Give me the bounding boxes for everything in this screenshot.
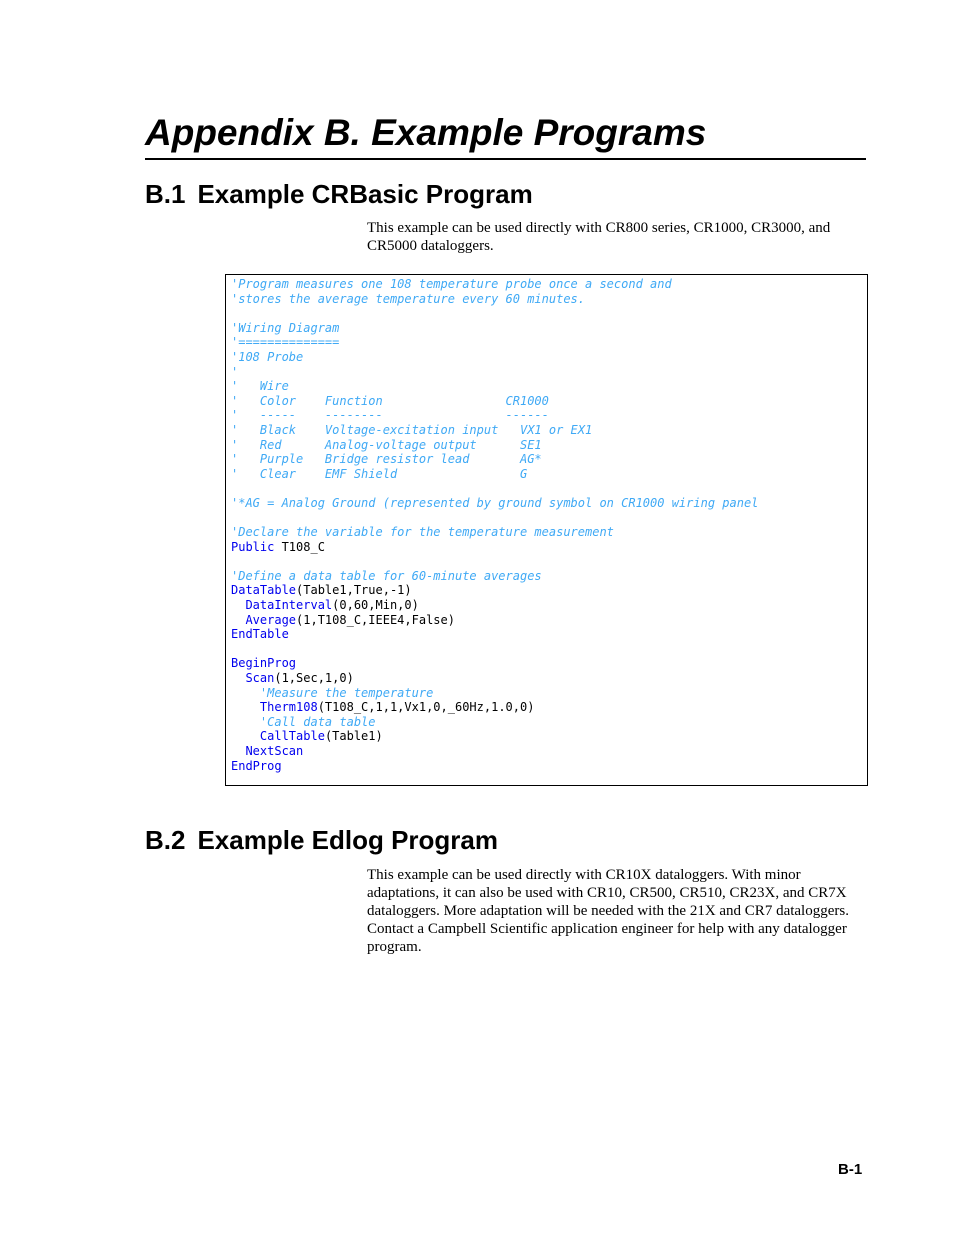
code-line [231,292,867,307]
code-text: (1,T108_C,IEEE4,False) [296,612,455,627]
code-comment: ' Purple Bridge resistor lead AG* [231,452,542,467]
section-b1-paragraph: This example can be used directly with CR800 series, CR1000, CR3000, and CR5000 dataloggers. [367,220,831,254]
code-line [231,715,867,730]
code-line [231,554,867,569]
code-comment: 'Define a data table for 60-minute averages [231,568,542,583]
code-keyword: CallTable [259,729,325,744]
code-line [231,496,867,511]
code-line [231,365,867,380]
code-line [231,467,867,482]
code-comment: '108 Probe [231,349,304,364]
code-comment: ' Color Function CR1000 [231,393,549,408]
code-line [231,540,867,555]
code-line [231,452,867,467]
code-comment: 'Measure the temperature [259,685,434,700]
code-text: (Table1) [324,729,383,744]
code-line [231,394,867,409]
code-line [231,613,867,628]
code-line [231,569,867,584]
page-number: B-1 [838,1161,863,1178]
code-comment: ' Wire [231,379,289,394]
code-comment: 'Program measures one 108 temperature probe once a second and [231,277,672,291]
code-line [231,321,867,336]
code-line [231,729,867,744]
code-line [231,350,867,365]
code-line [231,700,867,715]
code-text: (T108_C,1,1,Vx1,0,_60Hz,1.0,0) [317,700,535,715]
crbasic-code [231,277,867,773]
section-b2-paragraph: This example can be used directly with CR10X dataloggers. With minor adaptations, it can also be used with CR10, CR500, CR510, CR23X, and CR7X dataloggers. More adaptation will be needed with the 21X and CR7 dataloggers. Contact a Campbell Scientific application engineer for help with any datalogger program. [367,867,849,955]
code-line [231,408,867,423]
code-comment: 'Declare the variable for the temperature measurement [231,525,614,540]
code-line [231,598,867,613]
section-title-text: Example CRBasic Program [197,179,533,209]
code-line [231,438,867,453]
code-keyword: DataInterval [245,598,333,613]
section-title-text: Example Edlog Program [197,825,498,855]
code-line [231,686,867,701]
code-comment: ' Clear EMF Shield G [231,466,528,481]
code-keyword: EndTable [231,627,289,642]
code-text: (Table1,True,-1) [296,583,412,598]
section-number: B.1 [145,179,186,209]
code-line [231,306,867,321]
code-line [231,379,867,394]
code-keyword: BeginProg [231,656,297,671]
code-line [231,671,867,686]
code-line [231,642,867,657]
code-comment: ' ----- -------- ------ [231,408,549,423]
code-keyword: Public [231,539,275,554]
code-text: (1,Sec,1,0) [274,671,354,686]
code-keyword: NextScan [245,744,304,758]
code-comment: '============== [231,335,340,350]
code-line [231,656,867,671]
code-comment: ' Black Voltage-excitation input VX1 or EX1 [231,422,593,437]
code-listing-box [225,274,868,786]
section-number: B.2 [145,825,186,855]
code-line [231,335,867,350]
code-keyword: Therm108 [259,700,318,715]
code-text: (0,60,Min,0) [332,598,419,613]
code-keyword: Scan [245,671,275,686]
code-comment: 'Call data table [259,714,376,729]
code-comment: ' [231,364,239,379]
code-line [231,277,867,292]
code-comment: ' Red Analog-voltage output SE1 [231,437,542,452]
code-comment: 'stores the average temperature every 60 minutes. [231,291,586,306]
code-line [231,511,867,526]
code-text: T108_C [274,539,325,554]
code-line [231,525,867,540]
code-line [231,583,867,598]
chapter-title: Appendix B. Example Programs [145,110,866,160]
code-keyword: DataTable [231,583,297,598]
code-line [231,627,867,642]
code-line [231,423,867,438]
code-keyword: Average [245,612,297,627]
code-line [231,481,867,496]
code-keyword: EndProg [231,758,282,773]
code-line [231,744,867,759]
code-comment: '*AG = Analog Ground (represented by ground symbol on CR1000 wiring panel [231,495,759,510]
section-heading-b2 [145,824,498,856]
code-comment: 'Wiring Diagram [231,320,340,335]
code-line [231,759,867,774]
section-heading-b1 [145,178,533,210]
